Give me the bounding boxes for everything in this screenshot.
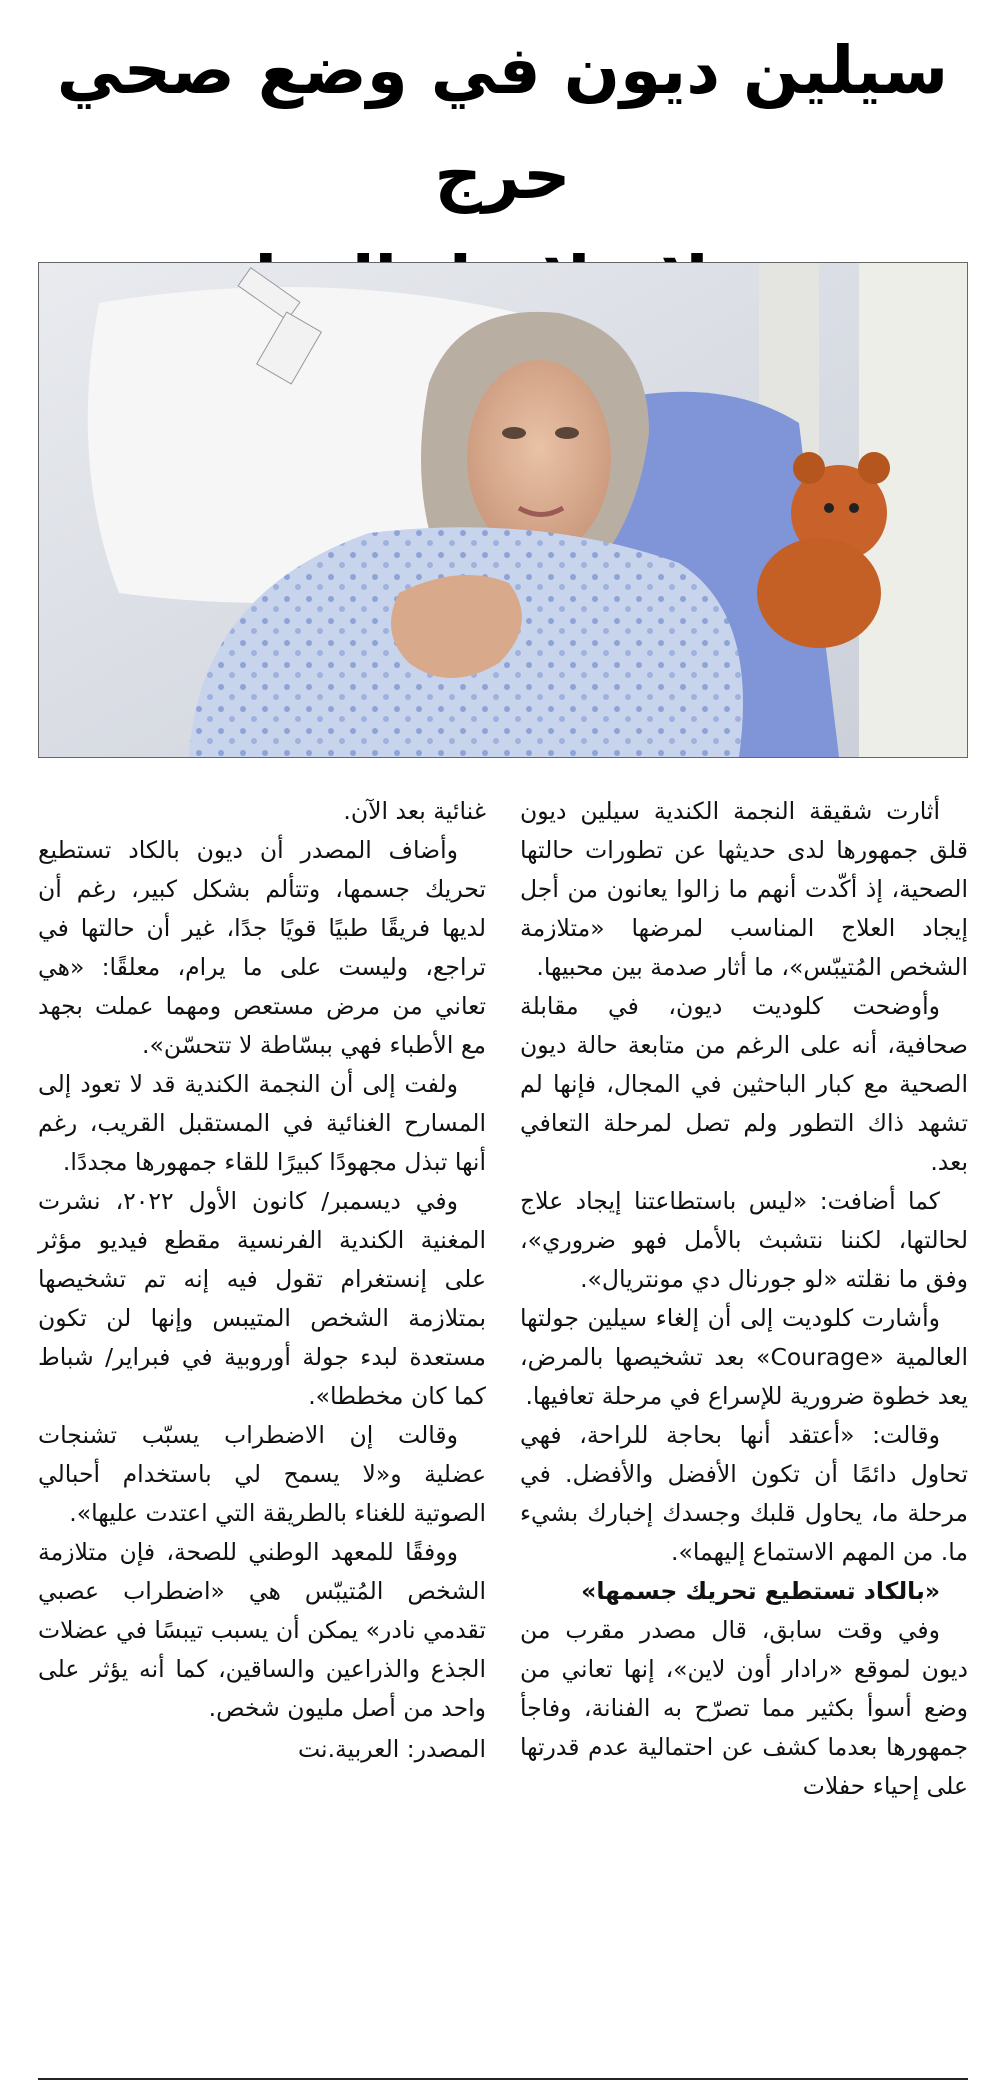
article-photo [38, 262, 968, 758]
paragraph: وفي وقت سابق، قال مصدر مقرب من ديون لموقع «رادار أون لاين»، إنها تعاني من وضع أسوأ بكثير مما تصرّح به الفنانة، وفاجأ جمهورها بعدما كشف عن احتمالية عدم قدرتها على إحياء حفلات [520, 1616, 968, 1800]
paragraph: وقالت إن الاضطراب يسبّب تشنجات عضلية و«لا يسمح لي باستخدام أحبالي الصوتية للغناء بالطريقة التي اعتدت عليها». [38, 1421, 486, 1527]
paragraph: كما أضافت: «ليس باستطاعتنا إيجاد علاج لحالتها، لكننا نتشبث بالأمل فهو ضروري»، وفق ما نقلته «لو جورنال دي مونتريال». [520, 1187, 968, 1293]
paragraph: وأشارت كلوديت إلى أن إلغاء سيلين جولتها العالمية «Courage» بعد تشخيصها بالمرض، يعد خطوة ضرورية للإسراع في مرحلة تعافيها. [520, 1304, 968, 1410]
paragraph: ووفقًا للمعهد الوطني للصحة، فإن متلازمة الشخص المُتيبّس هي «اضطراب عصبي تقدمي نادر» يمكن أن يسبب تيبسًا في عضلات الجذع والذراعين والساقين، كما أنه يؤثر على واحد من أصل مليون شخص. [38, 1538, 486, 1722]
paragraph: وأوضحت كلوديت ديون، في مقابلة صحافية، أنه على الرغم من متابعة حالة ديون الصحية مع كبار الباحثين في المجال، فإنها لم تشهد ذاك التطور ولم تصل لمرحلة التعافي بعد. [520, 992, 968, 1176]
bottom-divider [38, 2078, 968, 2080]
article-column-left [38, 792, 486, 2037]
article-source: المصدر: العربية.نت [297, 1735, 486, 1763]
paragraph: ولفت إلى أن النجمة الكندية قد لا تعود إلى المسارح الغنائية في المستقبل القريب، رغم أنها تبذل مجهودًا كبيرًا للقاء جمهورها مجددًا. [38, 1070, 486, 1176]
paragraph: أثارت شقيقة النجمة الكندية سيلين ديون قلق جمهورها لدى حديثها عن تطورات حالتها الصحية، إذ أكّدت أنهم ما زالوا يعانون من أجل إيجاد العلاج المناسب لمرضها «متلازمة الشخص المُتيبّس»، ما أثار صدمة بين محبيها. [520, 797, 968, 981]
subheading: «بالكاد تستطيع تحريك جسمها» [581, 1577, 940, 1605]
paragraph: وأضاف المصدر أن ديون بالكاد تستطيع تحريك جسمها، وتتألم بشكل كبير، رغم أن لديها فريقًا طبيًا قويًا جدًا، غير أن حالتها في تراجع، وليست على ما يرام، معلقًا: «هي تعاني من مرض مستعص ومهما عملت بجهد مع الأطباء فهي ببسّاطة لا تتحسّن». [38, 836, 486, 1059]
article-column-right [520, 792, 968, 2037]
paragraph: وقالت: «أعتقد أنها بحاجة للراحة، فهي تحاول دائمًا أن تكون الأفضل والأفضل. في مرحلة ما، يحاول قلبك وجسدك إخبارك بشيء ما. من المهم الاستماع إليهما». [520, 1421, 968, 1566]
paragraph: وفي ديسمبر/ كانون الأول ٢٠٢٢، نشرت المغنية الكندية الفرنسية مقطع فيديو مؤثر على إنستغرام تقول فيه إنه تم تشخيصها بمتلازمة الشخص المتيبس وإنها لن تكون مستعدة لبدء جولة أوروبية في فبراير/ شباط كما كان مخططا». [38, 1187, 486, 1410]
paragraph: غنائية بعد الآن. [343, 797, 486, 825]
hospital-patient-photo-icon [39, 263, 967, 757]
headline-line-1: سيلين ديون في وضع صحي حرج [56, 32, 949, 214]
